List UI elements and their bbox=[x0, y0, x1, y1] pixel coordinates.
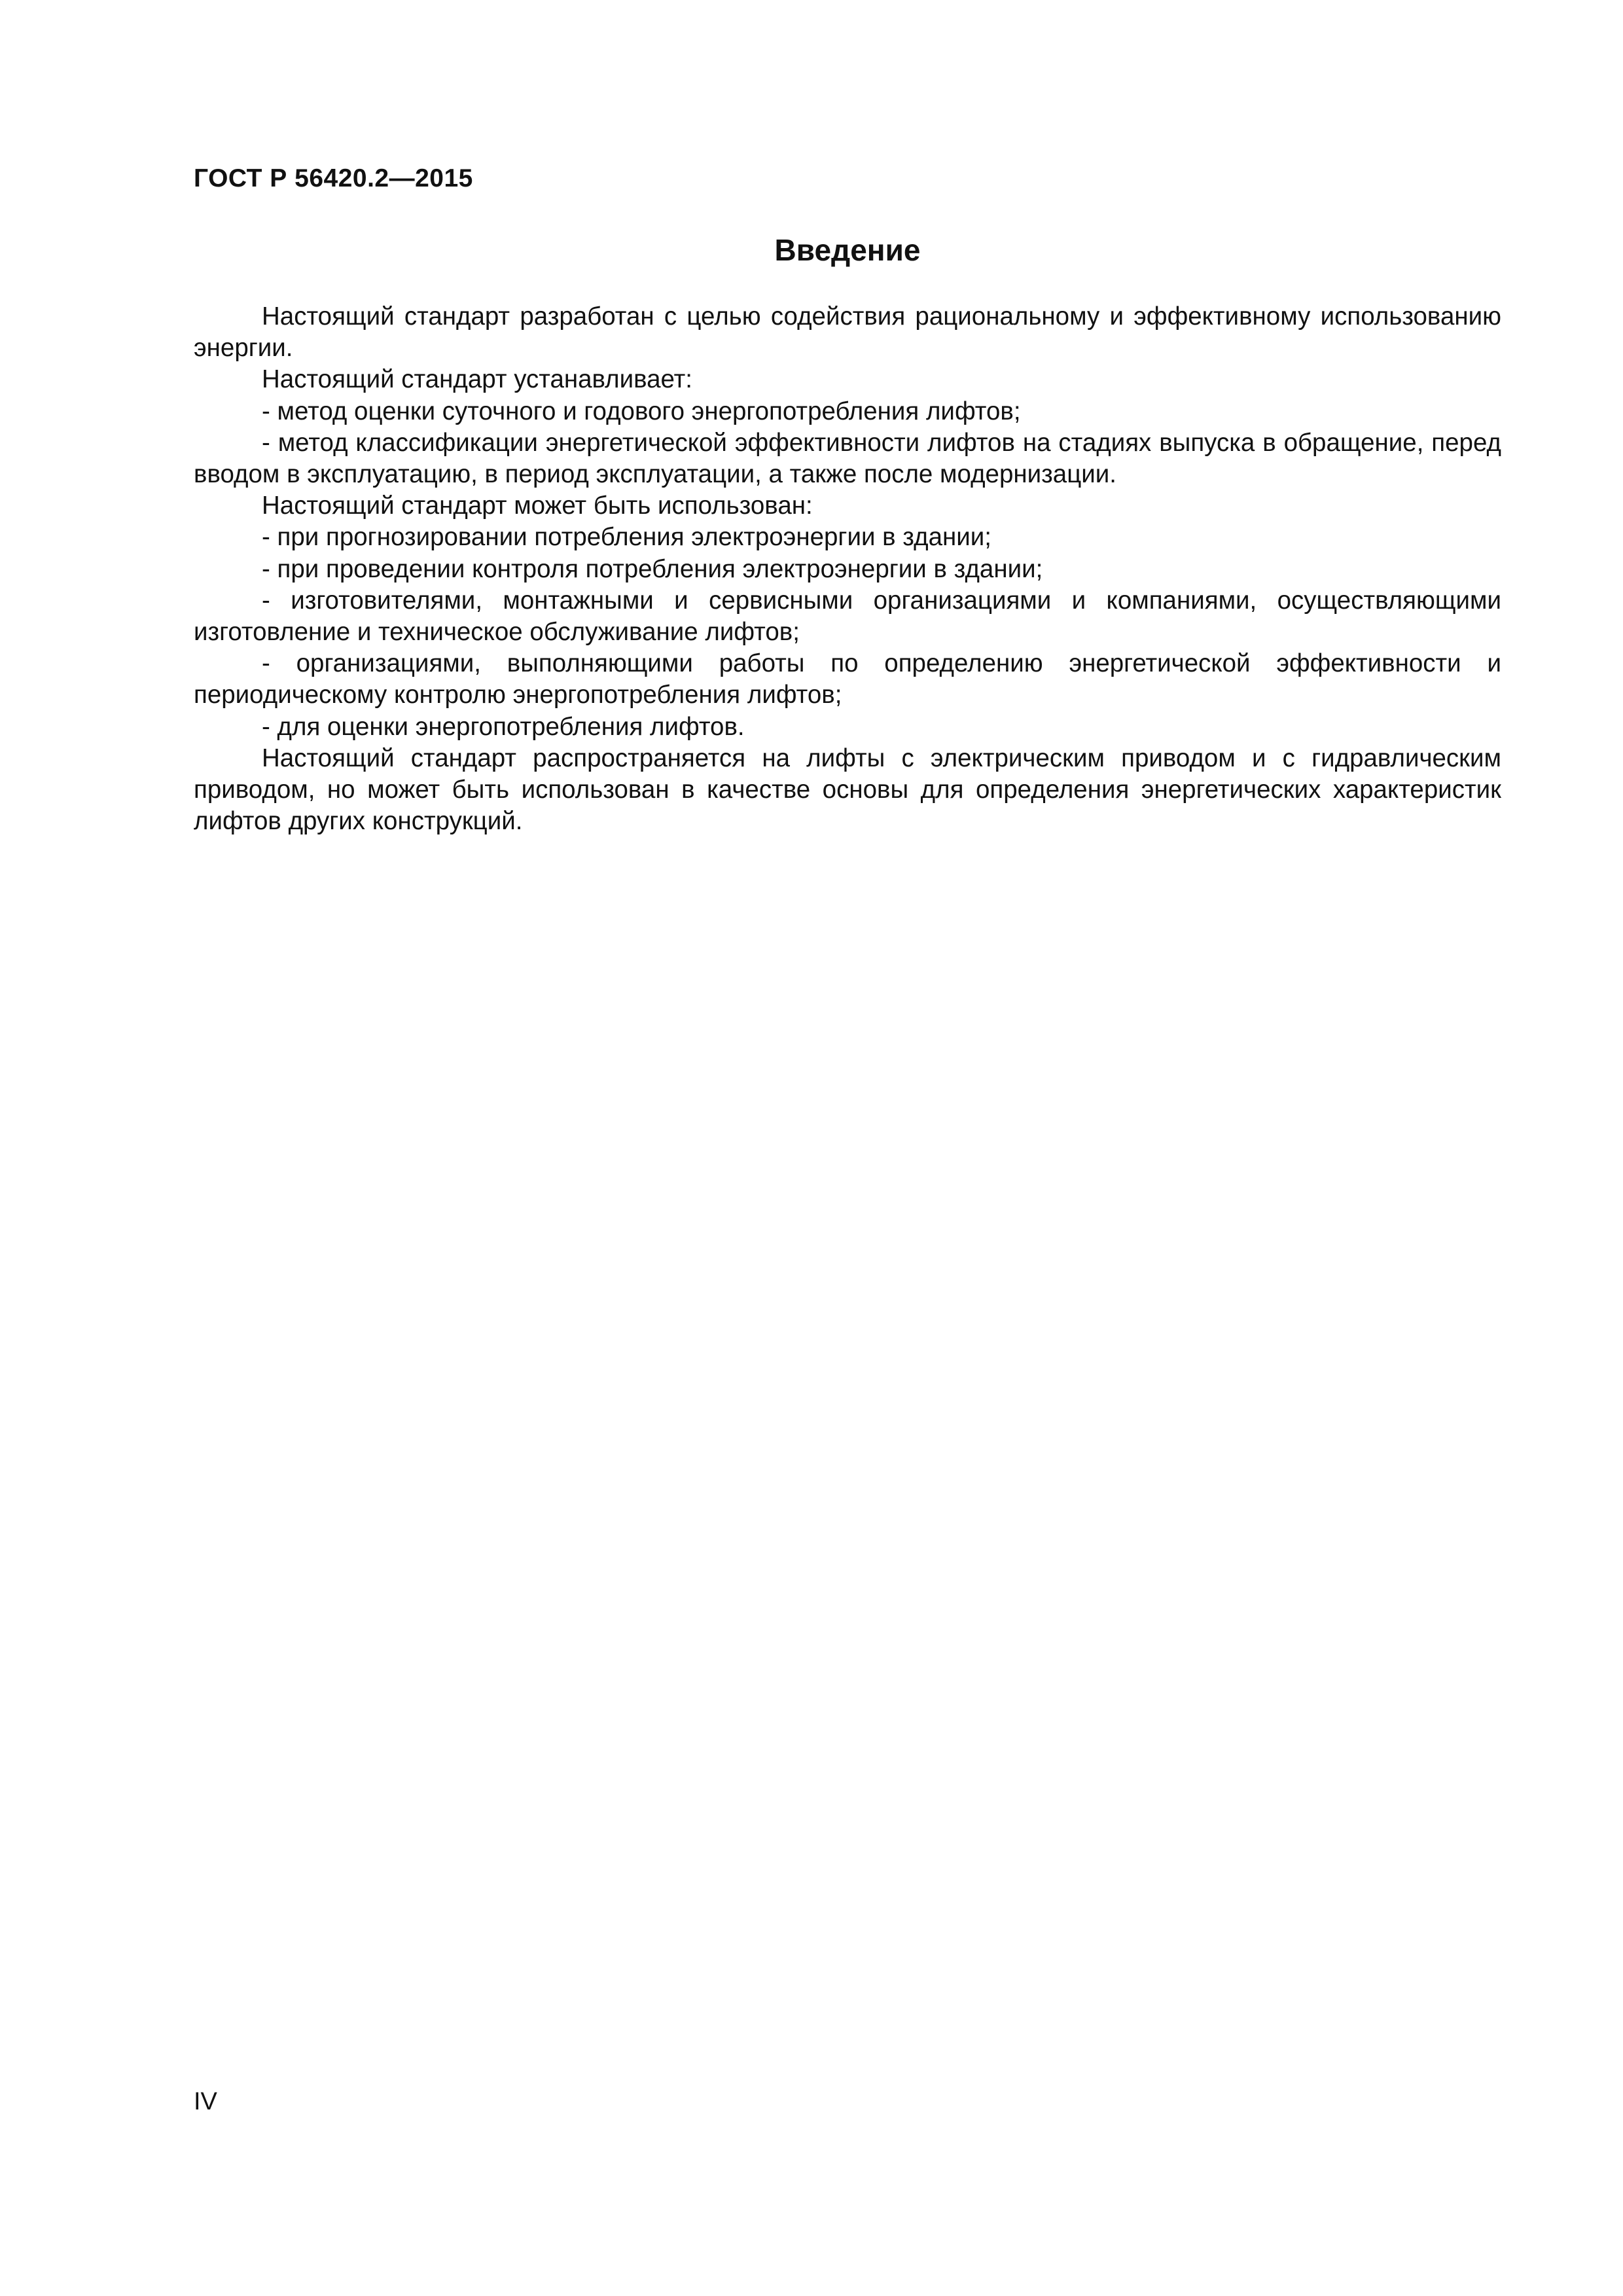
list-item-assessment-method: - метод оценки суточного и годового энергопотребления лифтов; bbox=[262, 397, 1021, 425]
standard-code-header: ГОСТ Р 56420.2—2015 bbox=[194, 164, 473, 192]
list-item-classification-method: - метод классификации энергетической эффективности лифтов на стадиях выпуска в обращение, перед вводом в эксплуатацию, в период эксплуатации, а также после модернизации. bbox=[194, 428, 1501, 489]
list-item-forecasting: - при прогнозировании потребления электроэнергии в здании; bbox=[262, 523, 991, 552]
list-item-control: - при проведении контроля потребления электроэнергии в здании; bbox=[262, 554, 1043, 583]
paragraph-usage: Настоящий стандарт может быть использован: bbox=[262, 492, 813, 520]
section-title: Введение bbox=[774, 233, 921, 267]
list-item-assessment: - для оценки энергопотребления лифтов. bbox=[262, 712, 745, 741]
introduction-body bbox=[194, 301, 1501, 837]
page-number: IV bbox=[194, 2088, 217, 2115]
list-item-organizations: - организациями, выполняющими работы по определению энергетической эффективности и периодическому контролю энергопотребления лифтов; bbox=[194, 649, 1501, 709]
paragraph-scope: Настоящий стандарт распространяется на лифты с электрическим приводом и с гидравлическим приводом, но может быть использован в качестве основы для определения энергетических характеристик лифтов других конструкций. bbox=[194, 744, 1501, 836]
paragraph-purpose: Настоящий стандарт разработан с целью содействия рациональному и эффективному использованию энергии. bbox=[194, 302, 1501, 363]
paragraph-establishes: Настоящий стандарт устанавливает: bbox=[262, 365, 692, 394]
list-item-manufacturers: - изготовителями, монтажными и сервисными организациями и компаниями, осуществляющими изготовление и техническое обслуживание лифтов; bbox=[194, 586, 1501, 647]
